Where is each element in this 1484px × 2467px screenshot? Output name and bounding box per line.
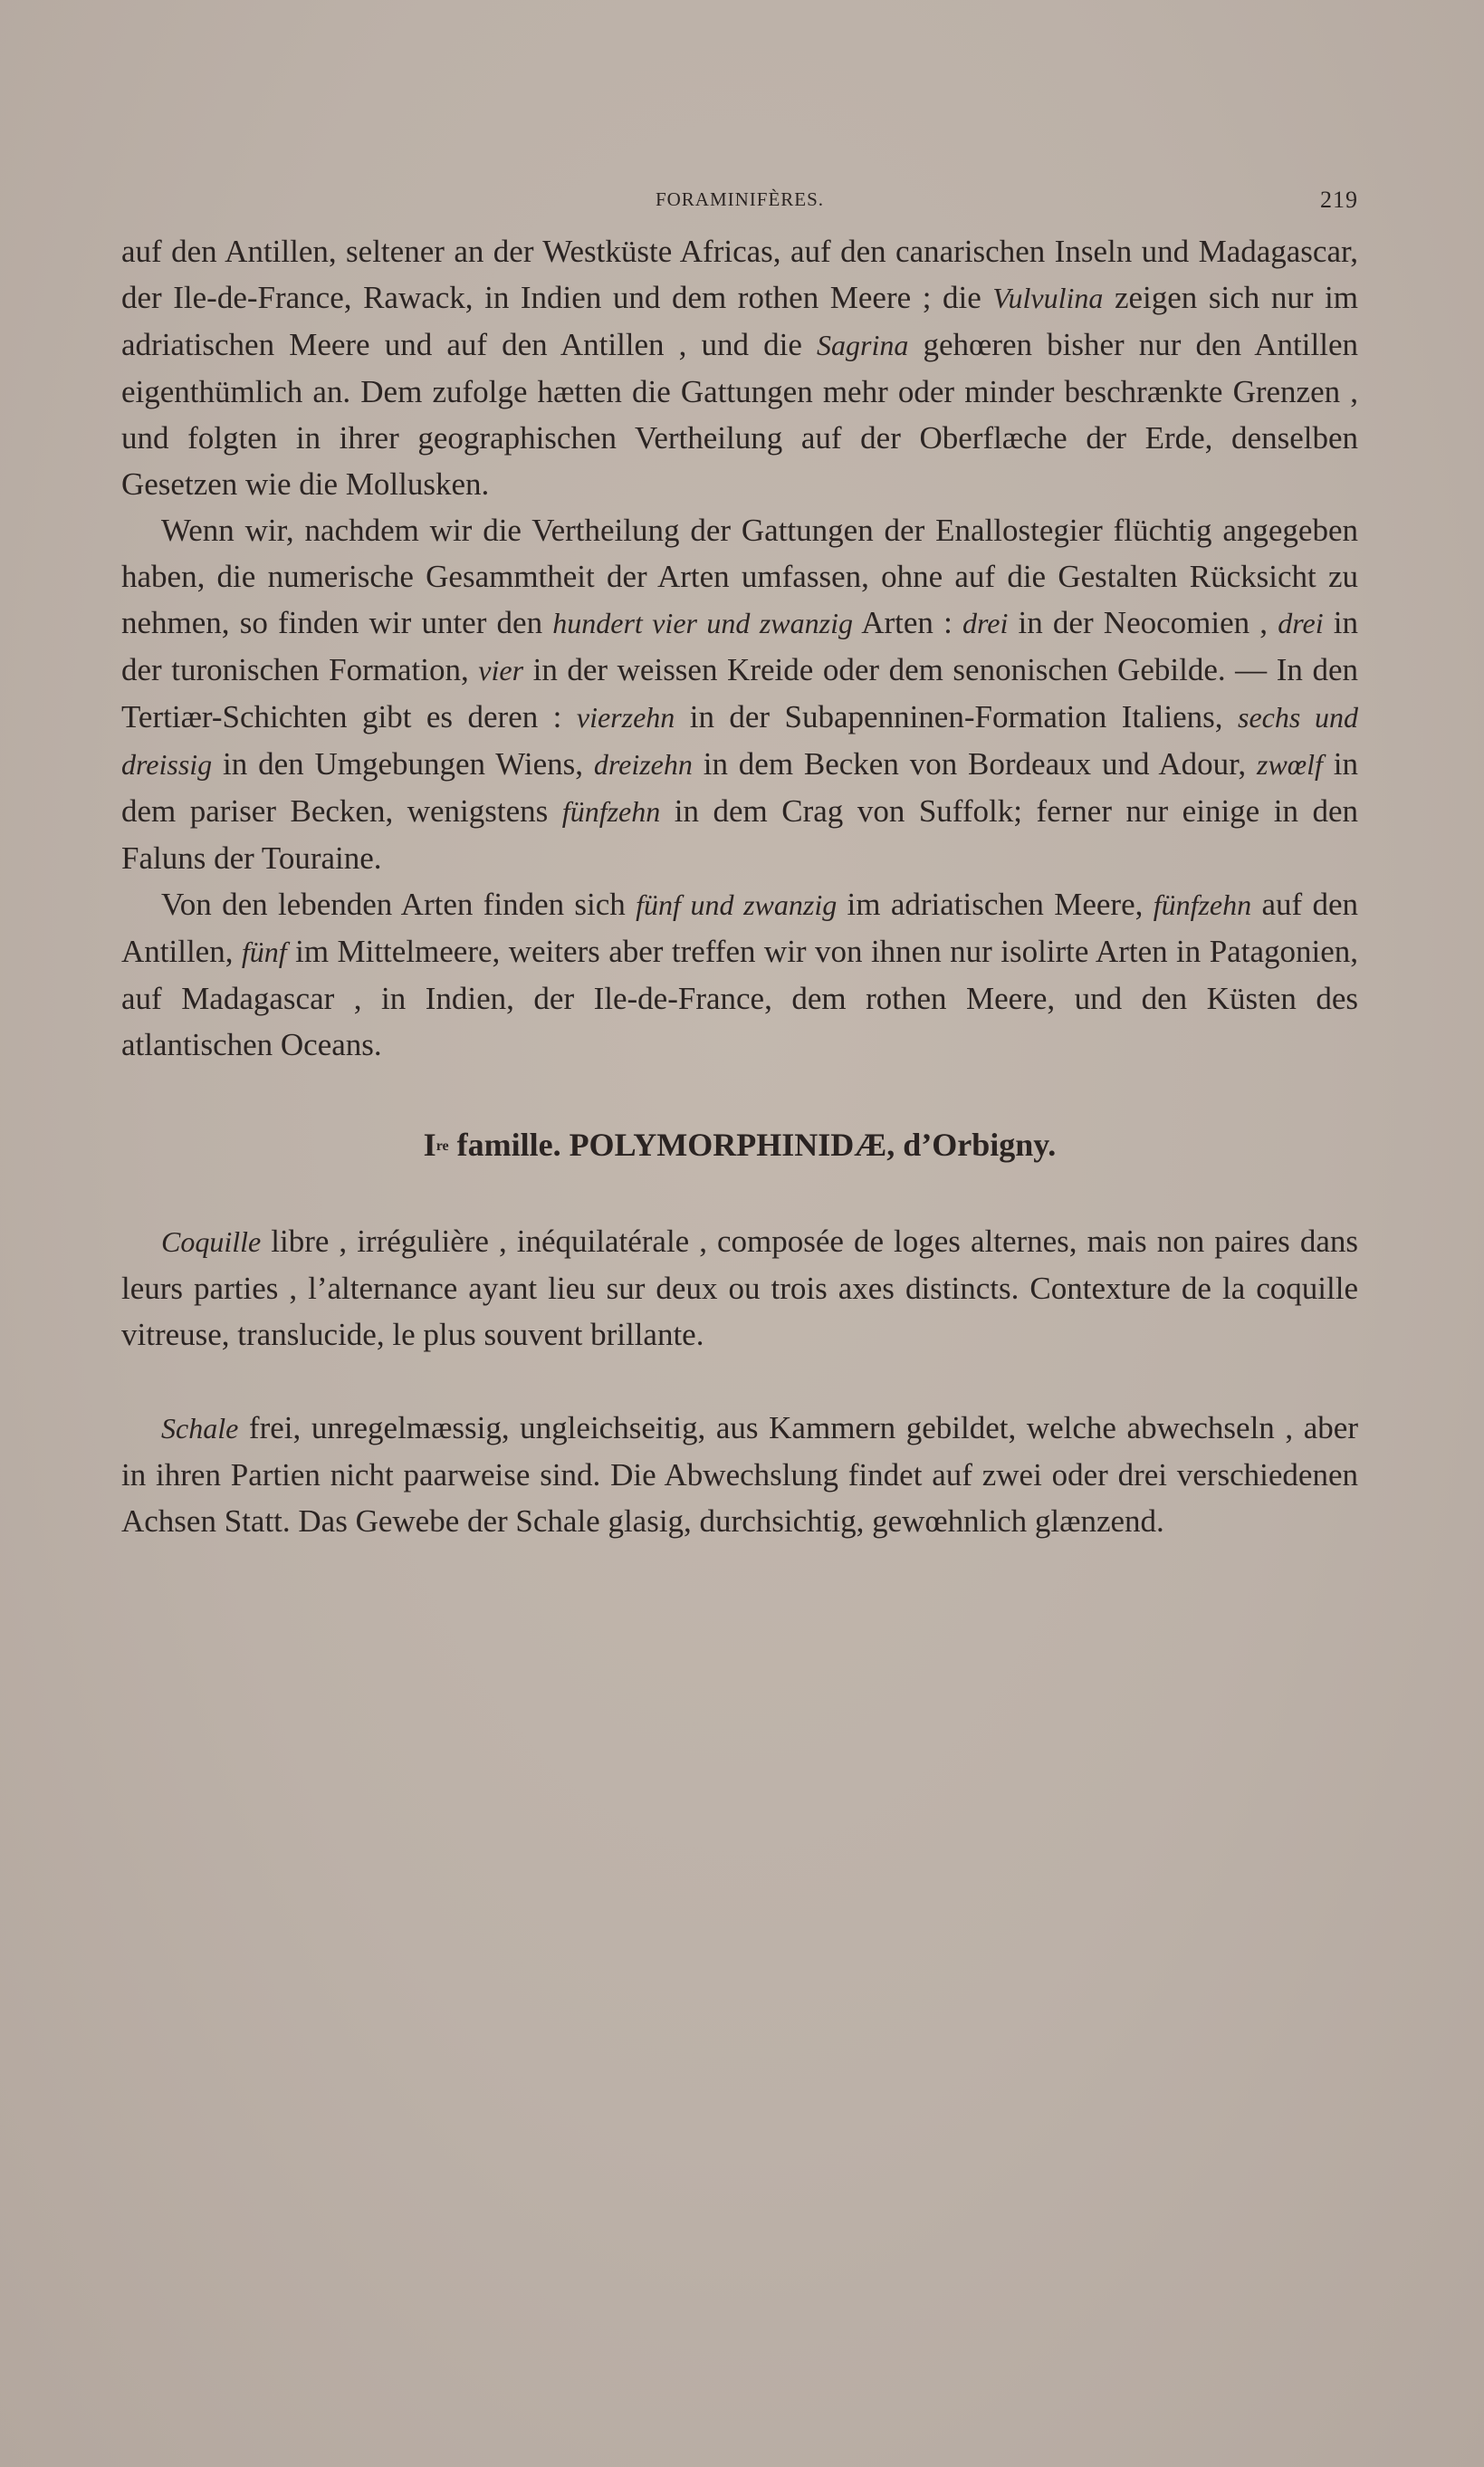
running-head	[121, 188, 1358, 216]
paragraph-german-description: Schale frei, unregelmæssig, ungleichseitig, aus Kammern gebildet, welche abwechseln , aber in ihren Partien nicht paarweise sind. Die Abwechslung findet auf zwei oder drei verschiedenen Achsen Statt. Das Gewebe der Schale glasig, durchsichtig, gewœhnlich glænzend.	[121, 1410, 1358, 1539]
paragraph-living-species: Von den lebenden Arten finden sich fünf und zwanzig im adriatischen Meere, fünfzehn auf den Antillen, fünf im Mittelmeere, weiters aber treffen wir von ihnen nur isolirte Arten in Patagonien, auf Madagascar , in Indien, der Ile-de-France, dem rothen Meere, und den Küsten des atlantischen Oceans.	[121, 887, 1358, 1062]
paragraph-continuation: auf den Antillen, seltener an der Westküste Africas, auf den canarischen Inseln und Madagascar, der Ile-de-France, Rawack, in Indien und dem rothen Meere ; die Vulvulina zeigen sich nur im adriatischen Meere und auf den Antillen , und die Sagrina gehœren bisher nur den Antillen eigenthümlich an. Dem zufolge hætten die Gattungen mehr oder minder beschrænkte Grenzen , und folgten in ihrer geographischen Vertheilung auf der Oberflæche der Erde, denselben Gesetzen wie die Mollusken.	[121, 234, 1359, 502]
running-title: FORAMINIFÈRES.	[655, 188, 825, 210]
paragraph-french-description: Coquille libre , irrégulière , inéquilatérale , composée de loges alternes, mais non paires dans leurs parties , l’alternance ayant lieu sur deux ou trois axes distincts. Contexture de la coquille vitreuse, translucide, le plus souvent brillante.	[121, 1224, 1358, 1352]
paragraph-species-count: Wenn wir, nachdem wir die Vertheilung der Gattungen der Enallostegier flüchtig angegeben haben, die numerische Gesammtheit der Arten umfassen, ohne auf die Gestalten Rücksicht zu nehmen, so finden wir unter den hundert vier und zwanzig Arten : drei in der Neocomien , drei in der turonischen Formation, vier in der weissen Kreide oder dem senonischen Gebilde. — In den Tertiær-Schichten gibt es deren : vierzehn in der Subapenninen-Formation Italiens, sechs und dreissig in den Umgebungen Wiens, dreizehn in dem Becken von Bordeaux und Adour, zwœlf in dem pariser Becken, wenigstens fünfzehn in dem Crag von Suffolk; ferner nur einige in den Faluns der Touraine.	[121, 513, 1359, 876]
body-text	[121, 228, 1358, 1544]
family-heading: Ire famille. POLYMORPHINIDÆ, d’Orbigny.	[423, 1127, 1057, 1163]
page-number: 219	[1320, 187, 1358, 213]
